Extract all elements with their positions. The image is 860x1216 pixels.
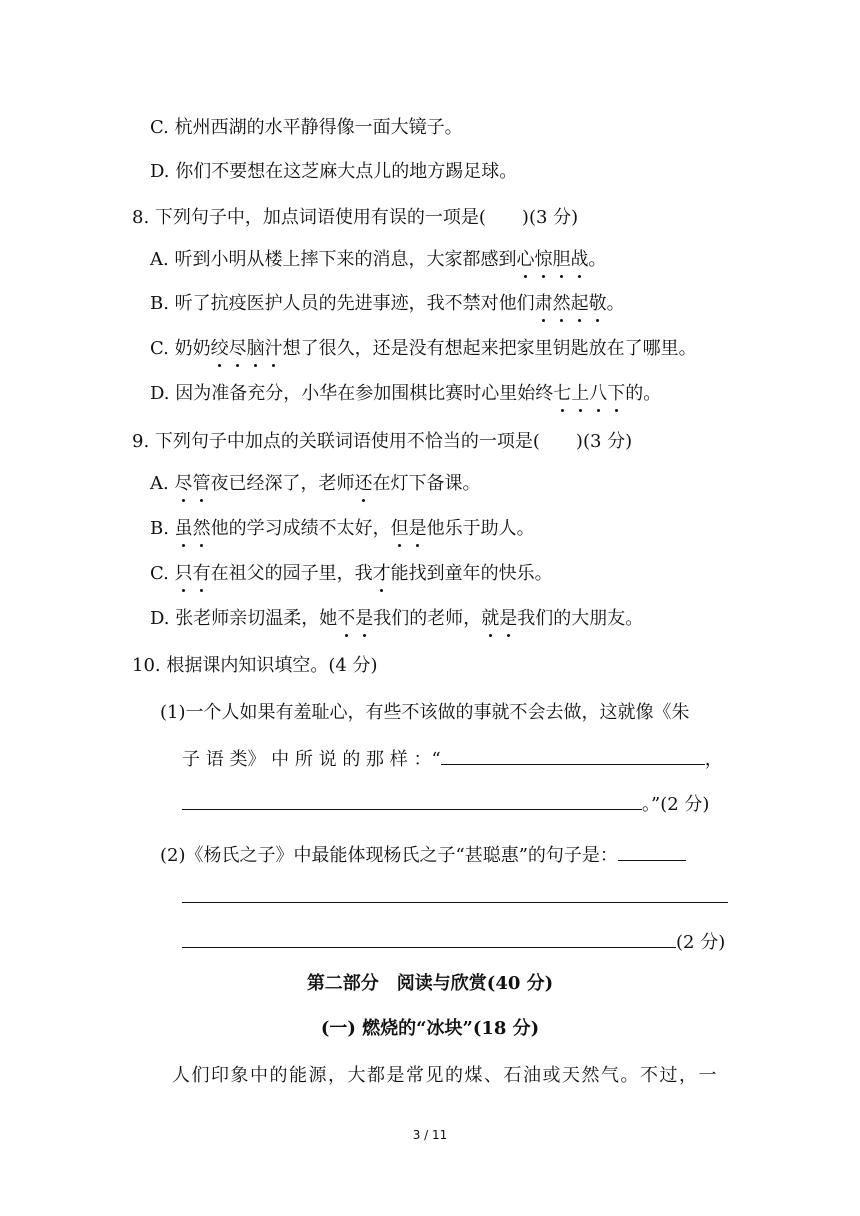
dot-char: 脑	[246, 338, 265, 359]
text: A. 听到小明从楼上摔下来的消息，大家都感到	[150, 249, 517, 270]
dot-char: 是	[408, 518, 427, 539]
dot-char: 只	[174, 563, 193, 584]
q10-part1-line3	[182, 791, 709, 817]
answer-blank	[182, 791, 642, 810]
q10-part2-line2	[182, 884, 728, 910]
dot-char: 然	[552, 293, 571, 314]
answer-blank	[618, 842, 686, 861]
q10-part1-line1: (1)一个人如果有羞耻心，有些不该做的事就不会去做，这就像《朱	[160, 702, 690, 723]
text: 想了很久，还是没有想起来把家里钥匙放在了哪里。	[282, 338, 697, 359]
text: 夜已经深了，老师	[210, 473, 355, 494]
text: 。	[606, 293, 625, 314]
dot-char: 八	[589, 383, 608, 404]
dot-char: 还	[354, 473, 373, 494]
q9-option-a	[150, 472, 480, 496]
text: 的。	[625, 383, 662, 404]
q9-option-d	[150, 607, 643, 631]
text: 他乐于助人。	[426, 518, 535, 539]
section-title: 第二部分 阅读与欣赏(40 分)	[306, 973, 554, 994]
text: B. 听了抗疫医护人员的先进事迹，我不禁对他们	[150, 293, 535, 314]
dot-char: 起	[570, 293, 589, 314]
text: D. 因为准备充分，小华在参加围棋比赛时心里始终	[150, 383, 554, 404]
answer-blank	[441, 746, 705, 765]
dot-char: 然	[192, 518, 211, 539]
text: 。”(2 分)	[642, 794, 710, 815]
dot-char: 敬	[588, 293, 607, 314]
q7-option-c: C. 杭州西湖的水平静得像一面大镜子。	[150, 117, 463, 138]
text: 在祖父的园子里，我	[210, 563, 373, 584]
passage-paragraph: 人们印象中的能源，大都是常见的煤、石油或天然气。不过，一	[172, 1065, 718, 1086]
text: C. 奶奶	[150, 338, 211, 359]
text: D. 张老师亲切温柔，她	[150, 608, 338, 629]
question-10-stem: 10. 根据课内知识填空。(4 分)	[132, 655, 378, 676]
q10-part2-line1	[160, 842, 686, 868]
dot-char: 肃	[534, 293, 553, 314]
dot-char: 才	[372, 563, 391, 584]
text: C.	[150, 563, 175, 584]
dot-char: 是	[499, 608, 518, 629]
text: 我们的大朋友。	[517, 608, 644, 629]
dot-char: 但	[390, 518, 409, 539]
text: ，	[704, 749, 723, 770]
dot-char: 战	[570, 249, 589, 270]
text: 在灯下备课。	[372, 473, 481, 494]
dot-char: 不	[337, 608, 356, 629]
q8-option-d	[150, 382, 661, 406]
page-number: 3 / 11	[412, 1128, 448, 1142]
text: (2 分)	[676, 932, 726, 953]
dot-char: 汁	[264, 338, 283, 359]
dot-char: 虽	[174, 518, 193, 539]
answer-blank	[182, 929, 676, 948]
answer-blank	[182, 884, 728, 903]
q10-part2-line3	[182, 929, 725, 955]
q8-option-c	[150, 337, 697, 361]
text: (2)《杨氏之子》中最能体现杨氏之子“甚聪惠”的句子是：	[160, 845, 618, 866]
q9-option-b	[150, 517, 535, 541]
dot-char: 下	[607, 383, 626, 404]
q10-part1-line2	[182, 746, 723, 772]
q7-option-d: D. 你们不要想在这芝麻大点儿的地方踢足球。	[150, 161, 518, 182]
question-9-stem: 9. 下列句子中加点的关联词语使用不恰当的一项是( )(3 分)	[132, 431, 633, 452]
text: 我们的老师，	[373, 608, 482, 629]
text: 他的学习成绩不太好，	[210, 518, 391, 539]
dot-char: 惊	[534, 249, 553, 270]
dot-char: 就	[481, 608, 500, 629]
dot-char: 心	[516, 249, 535, 270]
text: 。	[588, 249, 607, 270]
dot-char: 尽	[228, 338, 247, 359]
text: A.	[150, 473, 175, 494]
dot-char: 七	[553, 383, 572, 404]
dot-char: 尽	[174, 473, 193, 494]
passage-title: (一) 燃烧的“冰块”(18 分)	[320, 1018, 540, 1039]
dot-char: 绞	[210, 338, 229, 359]
text: 能找到童年的快乐。	[390, 563, 553, 584]
text: 子 语 类》 中 所 说 的 那 样 ：“	[182, 749, 441, 770]
q9-option-c	[150, 562, 553, 586]
text: B.	[150, 518, 175, 539]
dot-char: 管	[192, 473, 211, 494]
dot-char: 胆	[552, 249, 571, 270]
dot-char: 有	[192, 563, 211, 584]
q8-option-a	[150, 248, 606, 272]
dot-char: 上	[571, 383, 590, 404]
dot-char: 是	[355, 608, 374, 629]
q8-option-b	[150, 292, 625, 316]
question-8-stem: 8. 下列句子中，加点词语使用有误的一项是( )(3 分)	[132, 207, 579, 228]
